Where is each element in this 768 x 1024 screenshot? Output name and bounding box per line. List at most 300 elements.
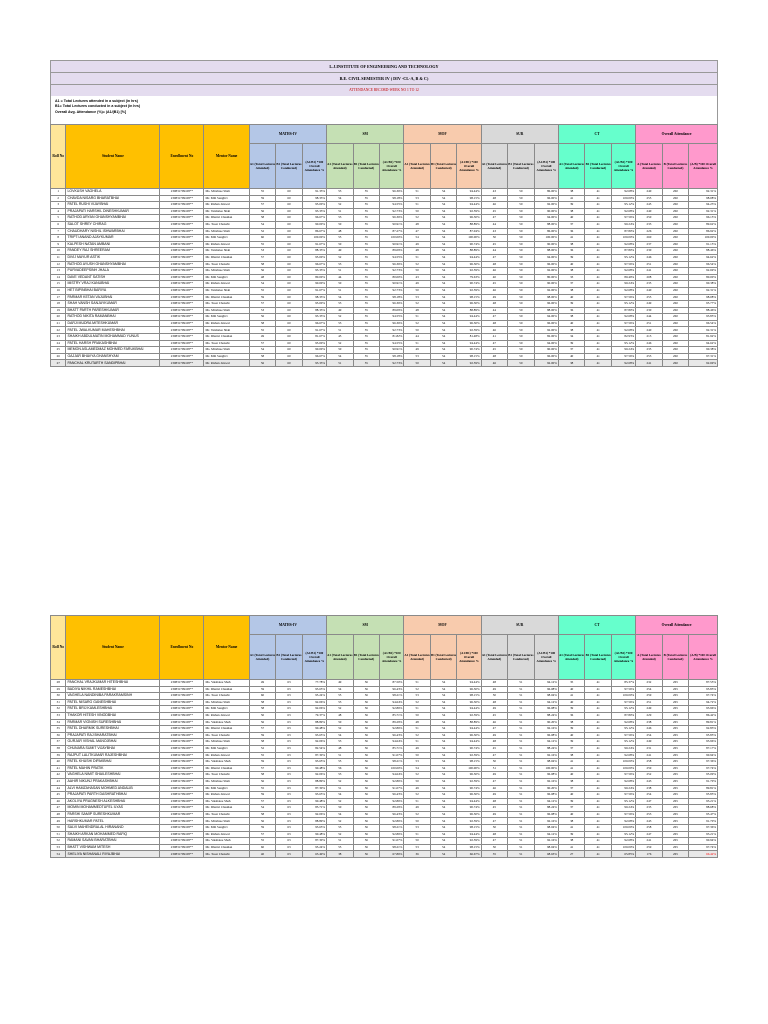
column-header-b1: B1 (Total Lectures Conducted) <box>585 635 612 680</box>
table-row <box>51 340 718 347</box>
conducted-cell: 41 <box>585 818 612 825</box>
attended-cell: 59 <box>249 294 276 301</box>
conducted-cell: 55 <box>353 261 380 268</box>
percent-cell: 98.00% <box>534 294 558 301</box>
enrollment-cell: 230831799108** <box>160 792 204 799</box>
overall-conducted-cell: 260 <box>662 294 689 301</box>
conducted-cell: 41 <box>585 307 612 314</box>
roll-cell: 21 <box>51 320 66 327</box>
overall-conducted-cell: 260 <box>662 360 689 367</box>
percent-cell: 90.74% <box>457 241 481 248</box>
enrollment-cell: 230831799108** <box>160 785 204 792</box>
table-row <box>51 686 718 693</box>
conducted-cell: 54 <box>430 189 457 196</box>
enrollment-cell: 230831799108** <box>160 334 204 341</box>
overall-attended-cell: 254 <box>636 686 663 693</box>
overall-attendance-header: Overall Attendance <box>636 616 718 635</box>
enrollment-cell: 230831799108** <box>160 189 204 196</box>
percent-cell: 86.00% <box>534 228 558 235</box>
percent-cell: 92.59% <box>457 712 481 719</box>
percent-cell: 94.44% <box>457 202 481 209</box>
column-header-percent: (A1/B1) *100 Overall Attendance % <box>534 144 558 189</box>
attended-cell: 47 <box>481 752 508 759</box>
conducted-cell: 54 <box>430 825 457 832</box>
conducted-cell: 63 <box>276 838 303 845</box>
percent-cell: 95.00% <box>302 340 326 347</box>
percent-cell: 95.24% <box>302 693 326 700</box>
conducted-cell: 50 <box>508 215 535 222</box>
roll-cell: 28 <box>51 680 66 687</box>
percent-cell: 96.30% <box>457 732 481 739</box>
attended-cell: 40 <box>558 772 585 779</box>
enrollment-cell: 230831799108** <box>160 719 204 726</box>
conducted-cell: 63 <box>276 805 303 812</box>
overall-attended-cell: 255 <box>636 294 663 301</box>
attended-cell: 52 <box>327 818 354 825</box>
conducted-cell: 41 <box>585 360 612 367</box>
attended-cell: 49 <box>404 347 431 354</box>
column-header-b1: B1 (Total Lectures Conducted) <box>508 635 535 680</box>
overall-conducted-cell: 260 <box>662 334 689 341</box>
conducted-cell: 50 <box>508 235 535 242</box>
conducted-cell: 50 <box>508 248 535 255</box>
percent-cell: 96.08% <box>534 706 558 713</box>
conducted-cell: 56 <box>353 772 380 779</box>
percent-cell: 91.67% <box>302 287 326 294</box>
mentor-cell: Ms. Mirshree Shah <box>204 347 249 354</box>
attended-cell: 53 <box>404 844 431 851</box>
table-row <box>51 798 718 805</box>
table-row <box>51 301 718 308</box>
attended-cell: 54 <box>327 294 354 301</box>
percent-cell: 90.00% <box>534 241 558 248</box>
conducted-cell: 60 <box>276 208 303 215</box>
conducted-cell: 55 <box>353 274 380 281</box>
roll-cell: 50 <box>51 825 66 832</box>
attended-cell: 51 <box>404 739 431 746</box>
subject-header: MOF <box>404 616 481 635</box>
student-name-cell: KALPESH NATAN AMBANI <box>66 241 160 248</box>
conducted-cell: 50 <box>508 327 535 334</box>
percent-cell: 90.74% <box>457 785 481 792</box>
attended-cell: 54 <box>327 686 354 693</box>
attended-cell: 49 <box>327 248 354 255</box>
student-name-cell: PATEL HARSH PRAKASHBHAI <box>66 340 160 347</box>
attended-cell: 39 <box>558 301 585 308</box>
percent-cell: 94.44% <box>457 340 481 347</box>
attended-cell: 53 <box>404 693 431 700</box>
percent-cell: 95.00% <box>302 254 326 261</box>
overall-percent-cell: 97.36% <box>689 825 718 832</box>
student-name-cell: CHAUDHARY NISHIL ISHWARBHAI <box>66 228 160 235</box>
percent-cell: 92.06% <box>302 811 326 818</box>
conducted-cell: 41 <box>585 254 612 261</box>
percent-cell: 92.59% <box>457 327 481 334</box>
attended-cell: 55 <box>327 825 354 832</box>
overall-percent-cell: 92.31% <box>689 327 718 334</box>
attended-cell: 53 <box>249 307 276 314</box>
overall-attended-cell: 241 <box>636 268 663 275</box>
attended-cell: 47 <box>481 254 508 261</box>
mentor-cell: Mr. Mili Sanghvi <box>204 745 249 752</box>
percent-cell: 79.63% <box>457 274 481 281</box>
percent-cell: 92.00% <box>534 268 558 275</box>
conducted-cell: 63 <box>276 759 303 766</box>
percent-cell: 90.24% <box>611 805 635 812</box>
overall-conducted-cell: 260 <box>662 307 689 314</box>
conducted-cell: 60 <box>276 281 303 288</box>
column-header-b1: B1 (Total Lectures Conducted) <box>353 635 380 680</box>
attended-cell: 52 <box>249 228 276 235</box>
table-row <box>51 268 718 275</box>
percent-cell: 94.44% <box>457 726 481 733</box>
percent-cell: 94.55% <box>380 202 404 209</box>
percent-cell: 100.00% <box>457 235 481 242</box>
table-row <box>51 706 718 713</box>
conducted-cell: 51 <box>508 792 535 799</box>
conducted-cell: 55 <box>353 254 380 261</box>
enrollment-cell: 230831799108** <box>160 281 204 288</box>
percent-cell: 96.30% <box>457 686 481 693</box>
attended-cell: 52 <box>327 778 354 785</box>
overall-attended-cell: 226 <box>636 228 663 235</box>
percent-cell: 92.73% <box>380 327 404 334</box>
enrollment-cell: 230831799108** <box>160 798 204 805</box>
conducted-cell: 41 <box>585 261 612 268</box>
attended-cell: 56 <box>327 765 354 772</box>
roll-cell: 38 <box>51 745 66 752</box>
attended-cell: 43 <box>481 228 508 235</box>
column-header-b1: B1 (Total Lectures Conducted) <box>353 144 380 189</box>
conducted-cell: 55 <box>353 287 380 294</box>
attended-cell: 49 <box>404 745 431 752</box>
percent-cell: 98.18% <box>380 294 404 301</box>
roll-cell: 31 <box>51 699 66 706</box>
percent-cell: 94.12% <box>534 699 558 706</box>
roll-cell: 27 <box>51 360 66 367</box>
attended-cell: 48 <box>481 195 508 202</box>
overall-attended-cell: 254 <box>636 792 663 799</box>
mentor-cell: Mr. Dhanvi Chauhan <box>204 726 249 733</box>
overall-attended-cell: 245 <box>636 202 663 209</box>
attended-cell: 51 <box>481 765 508 772</box>
attended-cell: 50 <box>327 281 354 288</box>
attended-cell: 54 <box>327 195 354 202</box>
roll-cell: 13 <box>51 268 66 275</box>
percent-cell: 90.91% <box>380 281 404 288</box>
conducted-cell: 55 <box>353 314 380 321</box>
conducted-cell: 60 <box>276 254 303 261</box>
overall-conducted-cell: 265 <box>662 680 689 687</box>
conducted-cell: 54 <box>430 261 457 268</box>
percent-cell: 88.89% <box>457 719 481 726</box>
conducted-cell: 41 <box>585 314 612 321</box>
percent-cell: 98.21% <box>380 693 404 700</box>
overall-percent-cell: 100.00% <box>689 235 718 242</box>
roll-cell: 51 <box>51 831 66 838</box>
percent-cell: 92.68% <box>611 360 635 367</box>
attended-cell: 55 <box>249 189 276 196</box>
percent-cell: 98.15% <box>457 825 481 832</box>
conducted-cell: 54 <box>430 334 457 341</box>
student-name-cell: RAJPUT LALITKUMAR RAJESHBHAI <box>66 752 160 759</box>
roll-cell: 4 <box>51 208 66 215</box>
enrollment-cell: 230831799108** <box>160 195 204 202</box>
enrollment-cell: 230831799108** <box>160 248 204 255</box>
overall-conducted-cell: 265 <box>662 844 689 851</box>
percent-cell: 100.00% <box>534 235 558 242</box>
percent-cell: 92.00% <box>534 360 558 367</box>
attended-cell: 56 <box>249 314 276 321</box>
column-header-overall-a: A (Total Lectures Attended) <box>636 144 663 189</box>
student-name-cell: PATEL KHUSHI DIPAKBHAI <box>66 759 160 766</box>
attended-cell: 41 <box>558 195 585 202</box>
conducted-cell: 41 <box>585 844 612 851</box>
attended-cell: 48 <box>404 719 431 726</box>
overall-conducted-cell: 260 <box>662 261 689 268</box>
attended-cell: 53 <box>404 759 431 766</box>
conducted-cell: 41 <box>585 327 612 334</box>
percent-cell: 88.24% <box>534 805 558 812</box>
attended-cell: 48 <box>327 712 354 719</box>
conducted-cell: 55 <box>353 347 380 354</box>
attended-cell: 50 <box>404 268 431 275</box>
mentor-cell: Ms. Mirshree Shah <box>204 818 249 825</box>
attended-cell: 40 <box>558 294 585 301</box>
overall-attended-cell: 246 <box>636 254 663 261</box>
conducted-cell: 54 <box>430 851 457 858</box>
conducted-cell: 41 <box>585 202 612 209</box>
enrollment-cell: 230831799108** <box>160 686 204 693</box>
mentor-cell: Ms. Mirshree Shah <box>204 307 249 314</box>
conducted-cell: 51 <box>508 798 535 805</box>
percent-cell: 94.44% <box>457 680 481 687</box>
conducted-cell: 63 <box>276 745 303 752</box>
conducted-cell: 60 <box>276 248 303 255</box>
mentor-cell: Mr. Vaishalee Shah <box>204 327 249 334</box>
attended-cell: 40 <box>558 320 585 327</box>
mentor-cell: Mr. Rishan Jaiswal <box>204 360 249 367</box>
mentor-cell: Ms. Vaishalee Shah <box>204 798 249 805</box>
mentor-cell: Mr. Rishan Jaiswal <box>204 792 249 799</box>
conducted-cell: 41 <box>585 301 612 308</box>
percent-cell: 96.00% <box>534 301 558 308</box>
conducted-cell: 54 <box>430 759 457 766</box>
attended-cell: 51 <box>327 268 354 275</box>
attended-cell: 51 <box>327 327 354 334</box>
mentor-cell: Mr. Rishan Jaiswal <box>204 241 249 248</box>
attended-cell: 52 <box>327 202 354 209</box>
roll-cell: 26 <box>51 353 66 360</box>
student-name-cell: BADIYA NIKHIL RAMESHBHAI <box>66 686 160 693</box>
attended-cell: 49 <box>404 785 431 792</box>
overall-attended-cell: 240 <box>636 189 663 196</box>
percent-cell: 100.00% <box>611 759 635 766</box>
conducted-cell: 50 <box>508 340 535 347</box>
overall-percent-cell: 95.77% <box>689 301 718 308</box>
conducted-cell: 60 <box>276 353 303 360</box>
attended-cell: 36 <box>558 228 585 235</box>
table-row <box>51 712 718 719</box>
student-name-cell: GAJJAR BHAVYA GHANSHYAM <box>66 353 160 360</box>
percent-cell: 92.68% <box>611 287 635 294</box>
attended-cell: 52 <box>404 699 431 706</box>
mentor-cell: Ms. Mirshree Shah <box>204 778 249 785</box>
subject-header: SUR <box>481 125 558 144</box>
overall-percent-cell: 91.70% <box>689 818 718 825</box>
table-row <box>51 353 718 360</box>
conducted-cell: 63 <box>276 686 303 693</box>
attendance-table-2 <box>50 615 718 858</box>
conducted-cell: 50 <box>508 241 535 248</box>
column-header-a1: A1 (Total Lectures Attended) <box>558 144 585 189</box>
attended-cell: 51 <box>404 831 431 838</box>
conducted-cell: 41 <box>585 706 612 713</box>
conducted-cell: 54 <box>430 712 457 719</box>
overall-attended-cell: 249 <box>636 706 663 713</box>
attended-cell: 50 <box>327 719 354 726</box>
attended-cell: 54 <box>327 732 354 739</box>
percent-cell: 89.29% <box>380 719 404 726</box>
student-name-cell: VAGHELA NIMIT SHAILESHBHAI <box>66 772 160 779</box>
conducted-cell: 41 <box>585 235 612 242</box>
attended-cell: 50 <box>481 759 508 766</box>
percent-cell: 90.91% <box>380 221 404 228</box>
percent-cell: 96.67% <box>302 215 326 222</box>
percent-cell: 92.59% <box>457 268 481 275</box>
conducted-cell: 51 <box>508 686 535 693</box>
conducted-cell: 50 <box>508 202 535 209</box>
percent-cell: 96.30% <box>457 699 481 706</box>
percent-cell: 90.91% <box>380 241 404 248</box>
mentor-cell: Ms. Tosar Chokshi <box>204 221 249 228</box>
conducted-cell: 41 <box>585 228 612 235</box>
conducted-cell: 41 <box>585 699 612 706</box>
attended-cell: 45 <box>481 281 508 288</box>
mentor-cell: Ms. Vaishalee Shah <box>204 719 249 726</box>
overall-conducted-cell: 265 <box>662 699 689 706</box>
mentor-cell: Mr. Dhanvi Chauhan <box>204 765 249 772</box>
student-name-cell: RATHOD NIKITA RAMANBHAI <box>66 314 160 321</box>
conducted-cell: 54 <box>430 195 457 202</box>
attended-cell: 49 <box>481 732 508 739</box>
overall-percent-cell: 96.15% <box>689 215 718 222</box>
conducted-cell: 56 <box>353 726 380 733</box>
percent-cell: 68.63% <box>534 851 558 858</box>
overall-attended-cell: 247 <box>636 798 663 805</box>
student-name-cell: PRAJAPATI HARSHIL DINESHKUMAR <box>66 208 160 215</box>
roll-cell: 19 <box>51 307 66 314</box>
percent-cell: 92.16% <box>534 818 558 825</box>
conducted-cell: 41 <box>585 831 612 838</box>
conducted-cell: 63 <box>276 693 303 700</box>
table-row <box>51 745 718 752</box>
roll-cell: 46 <box>51 798 66 805</box>
subject-header: MATHS-IV <box>249 616 326 635</box>
conducted-cell: 41 <box>585 798 612 805</box>
percent-cell: 95.12% <box>611 831 635 838</box>
table-row <box>51 195 718 202</box>
mentor-cell: Mr. Rishan Jaiswal <box>204 320 249 327</box>
conducted-cell: 55 <box>353 241 380 248</box>
enrollment-cell: 230831799108** <box>160 360 204 367</box>
percent-cell: 92.16% <box>534 778 558 785</box>
overall-percent-cell: 95.85% <box>689 792 718 799</box>
percent-cell: 91.07% <box>380 838 404 845</box>
attended-cell: 54 <box>404 765 431 772</box>
roll-cell: 41 <box>51 765 66 772</box>
student-name-cell: SHAIKH ABDULMATIN MOHAMMAD YUNUS <box>66 334 160 341</box>
conducted-cell: 55 <box>353 208 380 215</box>
attended-cell: 52 <box>404 301 431 308</box>
percent-cell: 92.59% <box>457 752 481 759</box>
percent-cell: 90.20% <box>534 719 558 726</box>
conducted-cell: 54 <box>430 732 457 739</box>
conducted-cell: 54 <box>430 680 457 687</box>
conducted-cell: 63 <box>276 726 303 733</box>
attended-cell: 56 <box>249 208 276 215</box>
percent-cell: 94.12% <box>534 831 558 838</box>
percent-cell: 96.43% <box>380 732 404 739</box>
percent-cell: 88.89% <box>302 719 326 726</box>
overall-attended-cell: 243 <box>636 818 663 825</box>
conducted-cell: 60 <box>276 202 303 209</box>
student-name-cell: HARSHKUMAR PATEL <box>66 818 160 825</box>
conducted-cell: 60 <box>276 307 303 314</box>
overall-percent-cell: 97.74% <box>689 765 718 772</box>
column-header-enrollment: Enrollment No <box>160 125 204 189</box>
overall-attended-cell: 235 <box>636 805 663 812</box>
student-name-cell: CHAVDA NISARG BHARATBHAI <box>66 195 160 202</box>
percent-cell: 90.74% <box>457 805 481 812</box>
conducted-cell: 41 <box>585 778 612 785</box>
conducted-cell: 54 <box>430 726 457 733</box>
table-row <box>51 347 718 354</box>
attended-cell: 50 <box>404 712 431 719</box>
student-name-cell: PRAJAPATI RAJ BHARATBHAI <box>66 732 160 739</box>
roll-cell: 45 <box>51 792 66 799</box>
percent-cell: 92.06% <box>302 706 326 713</box>
attended-cell: 51 <box>327 838 354 845</box>
percent-cell: 94.44% <box>457 254 481 261</box>
overall-percent-cell: 92.31% <box>689 208 718 215</box>
percent-cell: 85.71% <box>302 805 326 812</box>
conducted-cell: 54 <box>430 798 457 805</box>
enrollment-cell: 230831799108** <box>160 327 204 334</box>
percent-cell: 91.33% <box>302 189 326 196</box>
attended-cell: 59 <box>249 759 276 766</box>
conducted-cell: 50 <box>508 261 535 268</box>
overall-percent-cell: 88.68% <box>689 805 718 812</box>
attended-cell: 39 <box>558 706 585 713</box>
column-header-percent: (A1/B1) *100 Overall Attendance % <box>302 144 326 189</box>
percent-cell: 90.00% <box>302 347 326 354</box>
percent-cell: 92.00% <box>534 202 558 209</box>
roll-cell: 20 <box>51 314 66 321</box>
overall-percent-cell: 94.62% <box>689 340 718 347</box>
roll-cell: 5 <box>51 215 66 222</box>
percent-cell: 88.33% <box>302 248 326 255</box>
table-row <box>51 235 718 242</box>
attended-cell: 38 <box>558 208 585 215</box>
percent-cell: 93.33% <box>302 268 326 275</box>
table-row <box>51 811 718 818</box>
overall-attended-cell: 258 <box>636 825 663 832</box>
percent-cell: 97.56% <box>611 261 635 268</box>
attended-cell: 50 <box>404 360 431 367</box>
roll-cell: 39 <box>51 752 66 759</box>
attended-cell: 56 <box>249 818 276 825</box>
